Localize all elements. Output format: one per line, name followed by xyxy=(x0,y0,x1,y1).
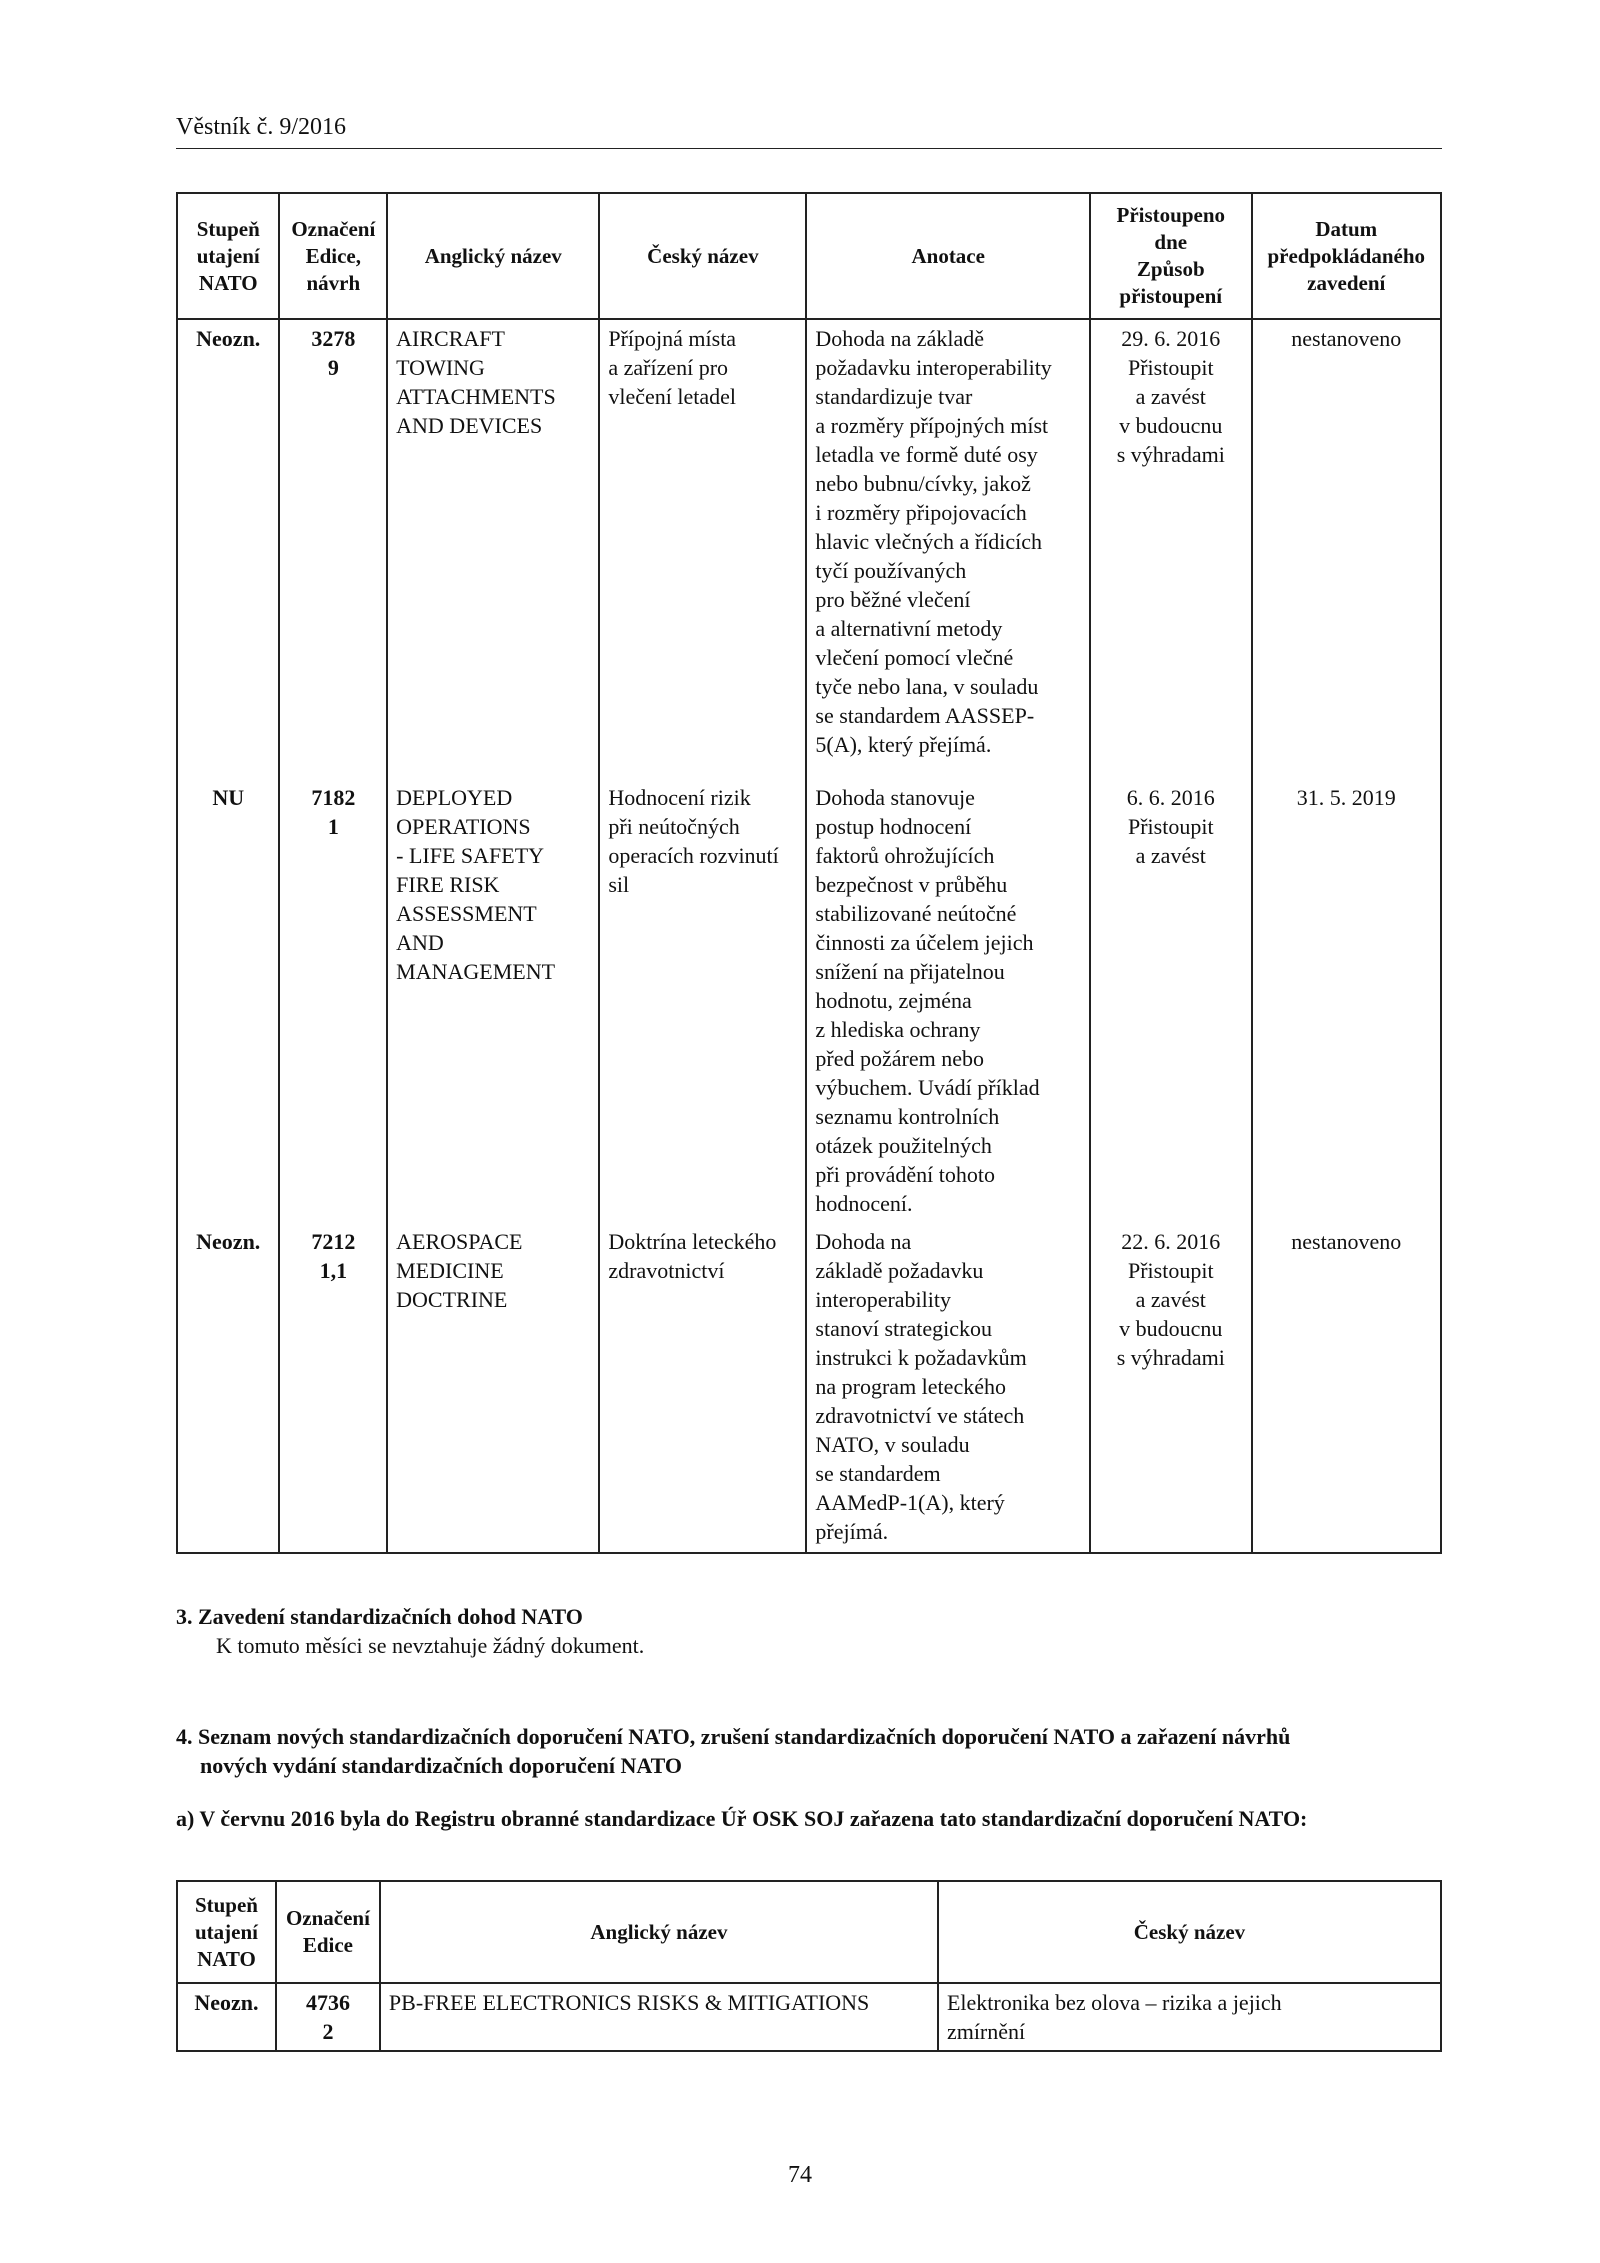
cell-designation: 3278 9 xyxy=(279,319,387,779)
table-header-row xyxy=(177,193,1441,319)
cell-czech-name: Hodnocení rizik při neútočných operacích rozvinutí sil xyxy=(599,779,806,1223)
cell-designation: 7212 1,1 xyxy=(279,1223,387,1553)
header-title: Věstník č. 9/2016 xyxy=(176,114,346,140)
section-3 xyxy=(176,1602,644,1660)
col-header-annotation: Anotace xyxy=(806,193,1090,319)
section-4 xyxy=(176,1722,1442,1833)
section-4-title-line1: 4. Seznam nových standardizačních doporučení NATO, zrušení standardizačních doporučení NATO a zařazení návrhů xyxy=(176,1724,1291,1749)
section-4-title-line2: nových vydání standardizačních doporučení NATO xyxy=(200,1753,683,1778)
section-3-title: 3. Zavedení standardizačních dohod NATO xyxy=(176,1604,583,1629)
col-header-english-name: Anglický název xyxy=(387,193,599,319)
table-row xyxy=(177,1223,1441,1553)
table-row xyxy=(177,1983,1441,2051)
col-header-designation: Označení Edice, návrh xyxy=(279,193,387,319)
cell-accession: 22. 6. 2016 Přistoupit a zavést v budoucnu s výhradami xyxy=(1090,1223,1251,1553)
cell-implementation-date: 31. 5. 2019 xyxy=(1252,779,1441,1223)
col-header-czech-name: Český název xyxy=(938,1881,1441,1983)
section-3-text: K tomuto měsíci se nevztahuje žádný dokument. xyxy=(216,1633,645,1658)
cell-classification: Neozn. xyxy=(177,1983,276,2051)
cell-implementation-date: nestanoveno xyxy=(1252,1223,1441,1553)
cell-designation: 7182 1 xyxy=(279,779,387,1223)
table-row xyxy=(177,779,1441,1223)
cell-czech-name: Elektronika bez olova – rizika a jejich zmírnění xyxy=(938,1983,1441,2051)
section-4-subtitle: a) V červnu 2016 byla do Registru obranné standardizace Úř OSK SOJ zařazena tato standardizační doporučení NATO: xyxy=(176,1806,1308,1831)
table-header-row xyxy=(177,1881,1441,1983)
cell-english-name: AEROSPACE MEDICINE DOCTRINE xyxy=(387,1223,599,1553)
col-header-designation: Označení Edice xyxy=(276,1881,380,1983)
cell-czech-name: Přípojná místa a zařízení pro vlečení letadel xyxy=(599,319,806,779)
cell-czech-name: Doktrína leteckého zdravotnictví xyxy=(599,1223,806,1553)
col-header-english-name: Anglický název xyxy=(380,1881,938,1983)
cell-annotation: Dohoda na základě požadavku interoperability standardizuje tvar a rozměry přípojných míst letadla ve formě duté osy nebo bubnu/cívky, jakož i rozměry připojovacích hlavic vlečných a řídicích tyčí používaných pro běžné vlečení a alternativní metody vlečení pomocí vlečné tyče nebo lana, v souladu se standardem AASSEP- 5(A), který přejímá. xyxy=(806,319,1090,779)
cell-english-name: PB-FREE ELECTRONICS RISKS & MITIGATIONS xyxy=(380,1983,938,2051)
page-number: 74 xyxy=(788,2162,812,2188)
page-header xyxy=(176,112,1442,149)
cell-annotation: Dohoda stanovuje postup hodnocení faktorů ohrožujících bezpečnost v průběhu stabilizované neútočné činnosti za účelem jejich snížení na přijatelnou hodnotu, zejména z hlediska ochrany před požárem nebo výbuchem. Uvádí příklad seznamu kontrolních otázek použitelných při provádění tohoto hodnocení. xyxy=(806,779,1090,1223)
cell-accession: 6. 6. 2016 Přistoupit a zavést xyxy=(1090,779,1251,1223)
cell-classification: Neozn. xyxy=(177,1223,279,1553)
col-header-classification: Stupeň utajení NATO xyxy=(177,1881,276,1983)
cell-english-name: AIRCRAFT TOWING ATTACHMENTS AND DEVICES xyxy=(387,319,599,779)
col-header-classification: Stupeň utajení NATO xyxy=(177,193,279,319)
cell-english-name: DEPLOYED OPERATIONS - LIFE SAFETY FIRE RISK ASSESSMENT AND MANAGEMENT xyxy=(387,779,599,1223)
nato-standards-table xyxy=(176,192,1442,1554)
col-header-accession: Přistoupeno dne Způsob přistoupení xyxy=(1090,193,1251,319)
table-row xyxy=(177,319,1441,779)
cell-designation: 4736 2 xyxy=(276,1983,380,2051)
cell-classification: Neozn. xyxy=(177,319,279,779)
cell-accession: 29. 6. 2016 Přistoupit a zavést v budoucnu s výhradami xyxy=(1090,319,1251,779)
col-header-czech-name: Český název xyxy=(599,193,806,319)
cell-classification: NU xyxy=(177,779,279,1223)
cell-annotation: Dohoda na základě požadavku interoperability stanoví strategickou instrukci k požadavkům na program leteckého zdravotnictví ve státech NATO, v souladu se standardem AAMedP-1(A), který přejímá. xyxy=(806,1223,1090,1553)
col-header-implementation-date: Datum předpokládaného zavedení xyxy=(1252,193,1441,319)
cell-implementation-date: nestanoveno xyxy=(1252,319,1441,779)
nato-recommendations-table xyxy=(176,1880,1442,2052)
